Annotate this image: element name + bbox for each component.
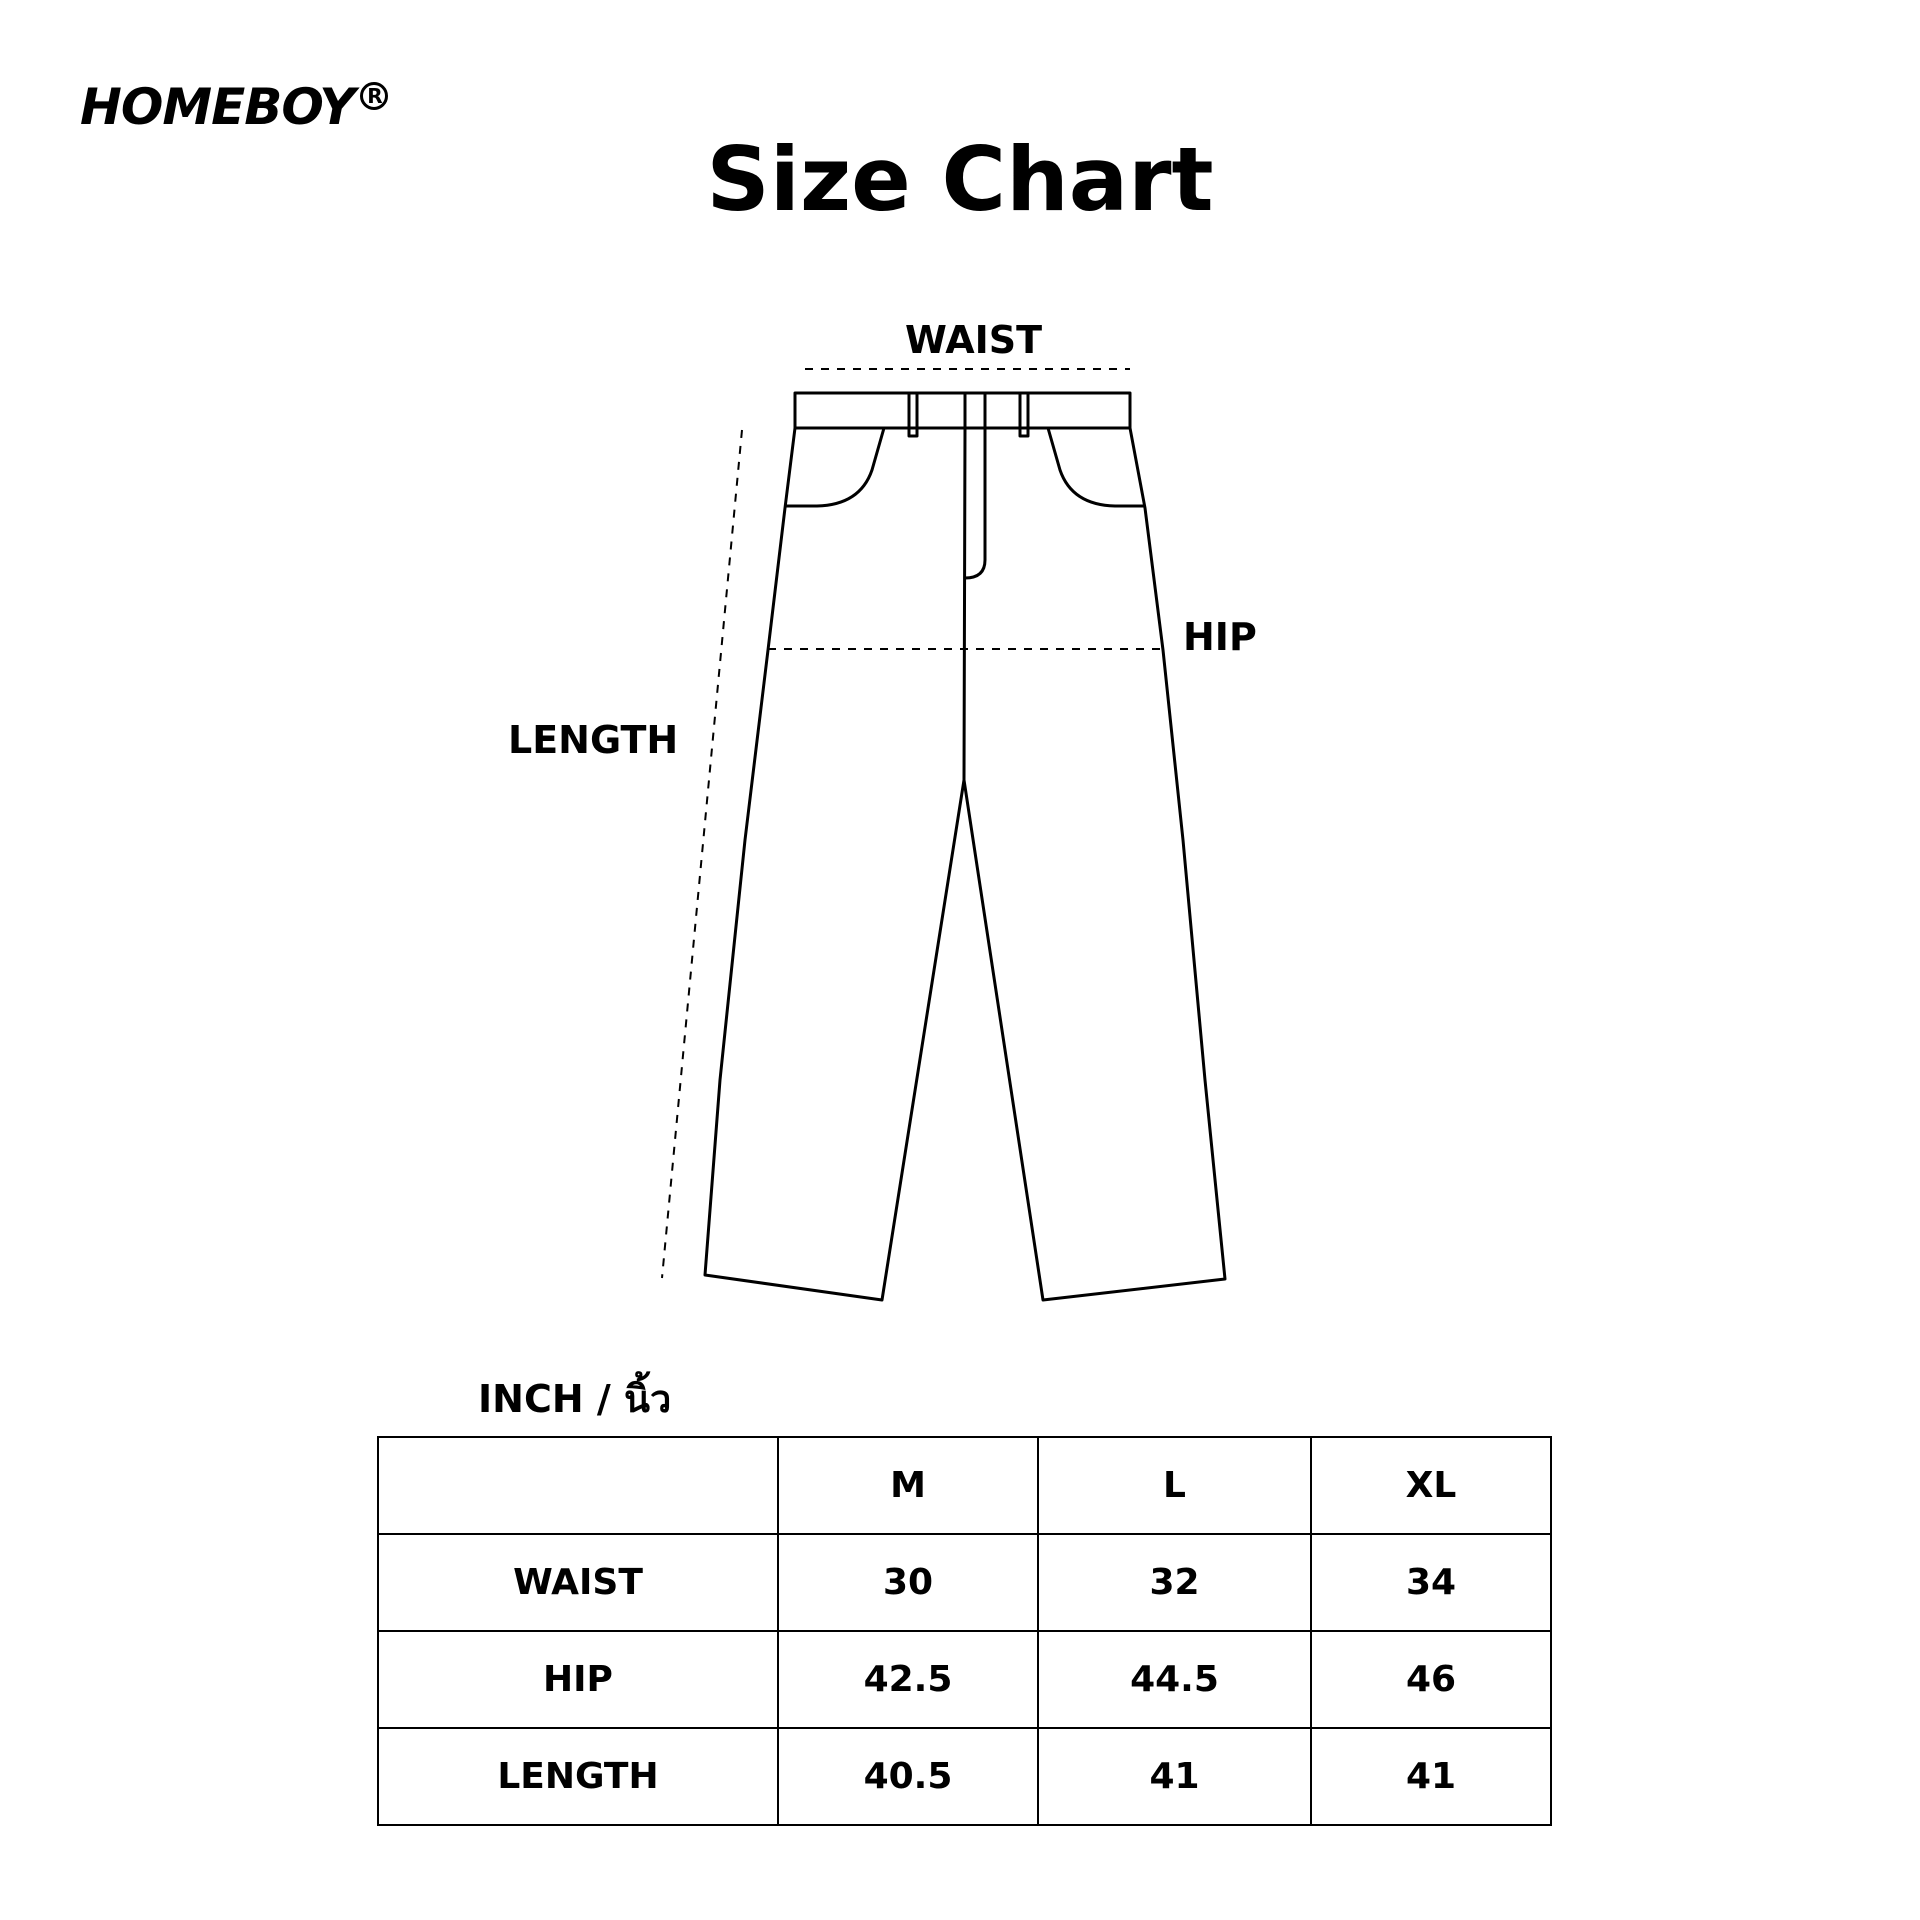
size-header-xl: XL [1311,1437,1551,1534]
table-cell: 40.5 [778,1728,1038,1825]
pocket-right [1048,428,1143,506]
unit-label: INCH / นิ้ว [478,1377,672,1421]
table-cell: 41 [1311,1728,1551,1825]
table-header-row [378,1437,1551,1534]
size-header-l: L [1038,1437,1311,1534]
waistband [795,393,1130,428]
belt-loop-right [1020,393,1028,436]
brand-name: HOMEBOY [80,78,355,136]
table-row [378,1728,1551,1825]
length-label: LENGTH [508,718,679,762]
left-leg-outline [705,428,965,1300]
belt-loop-left [909,393,917,436]
table-cell: 30 [778,1534,1038,1631]
page-title: Size Chart [706,128,1214,231]
table-cell: 32 [1038,1534,1311,1631]
table-cell: 46 [1311,1631,1551,1728]
registered-mark-icon: R [360,82,388,110]
fly-stitch [965,393,985,578]
size-header-m: M [778,1437,1038,1534]
table-corner-cell [378,1437,778,1534]
table-cell: 44.5 [1038,1631,1311,1728]
table-row [378,1534,1551,1631]
table-cell: 41 [1038,1728,1311,1825]
table-cell: 34 [1311,1534,1551,1631]
length-measure-line [662,430,742,1278]
row-label: HIP [378,1631,778,1728]
row-label: WAIST [378,1534,778,1631]
table-cell: 42.5 [778,1631,1038,1728]
right-leg-outline [964,428,1225,1300]
waist-label: WAIST [905,318,1043,362]
row-label: LENGTH [378,1728,778,1825]
size-table [377,1436,1552,1826]
pocket-left [786,428,884,506]
table-row [378,1631,1551,1728]
hip-label: HIP [1183,615,1257,659]
